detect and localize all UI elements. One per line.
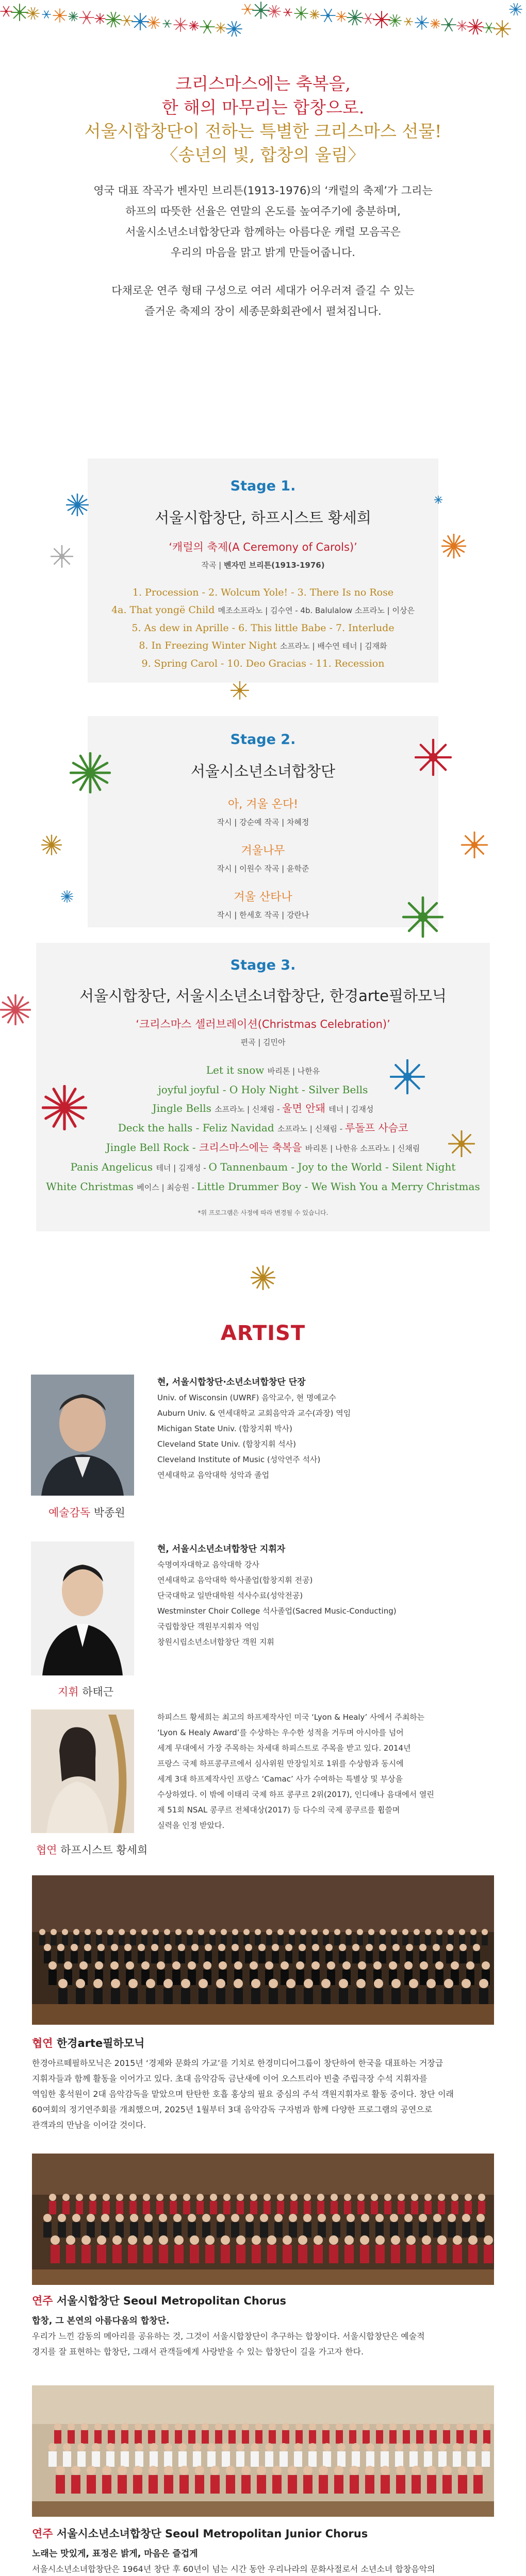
bio-line: 세계 3대 하프제작사인 프랑스 ‘Camac’ 사가 수여하는 특별상 및 부상을 bbox=[157, 1774, 403, 1784]
bio-line: 숙명여자대학교 음악대학 강사 bbox=[157, 1560, 259, 1569]
artist-bio bbox=[157, 1375, 351, 1483]
bio-line: Univ. of Wisconsin (UWRF) 음악교수, 현 명예교수 bbox=[157, 1393, 336, 1402]
bio-line: 하피스트 황세희는 최고의 하프제작사인 미국 ‘Lyon & Healy’ 사에서 주최하는 bbox=[157, 1713, 425, 1722]
intro-block bbox=[0, 72, 526, 167]
intro-line-1: 크리스마스에는 축복을, bbox=[175, 74, 351, 94]
intro-line-4: 〈송년의 빛, 합창의 울림〉 bbox=[161, 145, 365, 165]
bio-line: Michigan State Univ. (합창지휘 박사) bbox=[157, 1424, 292, 1433]
stage-1-credit: 작곡 | 벤자민 브리튼(1913-1976) bbox=[201, 561, 325, 570]
stage-2-song-credit: 작시 | 한세호 작곡 | 강란나 bbox=[217, 910, 309, 920]
ensemble-photo bbox=[32, 2154, 494, 2285]
snowflake-icon bbox=[61, 890, 73, 903]
bio-title: 현, 서울시소년소녀합창단 지휘자 bbox=[157, 1544, 286, 1554]
ensemble-bio bbox=[32, 2546, 435, 2576]
artist-caption: 지휘 하태근 bbox=[58, 1686, 114, 1698]
snowflake-icon bbox=[66, 494, 89, 516]
ensemble-bio bbox=[32, 2313, 425, 2360]
snowflake-icon bbox=[0, 994, 31, 1025]
stage-3-label: Stage 3. bbox=[230, 957, 296, 973]
bio-line: Cleveland State Univ. (합창지휘 석사) bbox=[157, 1439, 296, 1449]
desc-line: 다채로운 연주 형태 구성으로 여러 세대가 어우러져 즐길 수 있는 bbox=[111, 284, 415, 297]
snowflake-icon bbox=[461, 832, 488, 858]
program-line: 8. In Freezing Winter Night 소프라노 | 배수연 테너 | 김재화 bbox=[139, 640, 387, 651]
snowflake-icon bbox=[41, 835, 62, 855]
ensemble-line: 우리가 느낀 감동의 메아리를 공유하는 것, 그것이 서울시합창단이 추구하는 합창이다. 서울시합창단은 예술적 bbox=[32, 2331, 425, 2341]
ensemble-line: 역임한 홍석원이 2대 음악감독을 맡았으며 탄탄한 호흡 홍상의 필요 중심의 주석 객원지휘자로 활동 중이다. 창단 이래 bbox=[32, 2089, 454, 2099]
stage-2-song-credit: 작시 | 강순예 작곡 | 차혜정 bbox=[217, 818, 309, 827]
bio-line: 세계 무대에서 가장 주목하는 차세대 하피스트로 주목을 받고 있다. 2014년 bbox=[157, 1743, 411, 1753]
bio-line: 국립합창단 객원부지휘자 역임 bbox=[157, 1622, 259, 1631]
snowflake-icon bbox=[434, 496, 442, 504]
snowflake-icon bbox=[51, 545, 73, 568]
stage-1-label: Stage 1. bbox=[230, 478, 296, 494]
snowflake-icon bbox=[390, 1059, 425, 1094]
program-line: 9. Spring Carol - 10. Deo Gracias - 11. Recession bbox=[141, 658, 385, 669]
stage-2-song-title: 아, 겨울 온다! bbox=[227, 798, 299, 811]
ensemble-photo bbox=[32, 1875, 494, 2025]
program-line: 1. Procession - 2. Wolcum Yole! - 3. There Is no Rose bbox=[132, 587, 394, 598]
ensemble-photo bbox=[32, 2385, 494, 2517]
program-line: 4a. That yongë Child 메조소프라노 | 김수연 - 4b. Balulalow 소프라노 | 이상은 bbox=[111, 604, 415, 616]
ensemble-subtitle: 노래는 맛있게, 표정은 밝게, 마음은 즐겁게 bbox=[32, 2549, 198, 2559]
snowflake-icon bbox=[70, 752, 111, 793]
program-line: White Christmas 베이스 | 최승원 - Little Drummer Boy - We Wish You a Merry Christmas bbox=[46, 1180, 480, 1193]
bio-line: 연세대학교 음악대학 성악과 졸업 bbox=[157, 1470, 270, 1480]
stage-3-work-title: ‘크리스마스 셀러브레이션(Christmas Celebration)’ bbox=[136, 1018, 390, 1030]
ensemble-bio bbox=[32, 2056, 454, 2133]
stage-1-card bbox=[88, 459, 438, 683]
desc-line: 즐거운 축제의 장이 세종문화회관에서 펼쳐집니다. bbox=[144, 305, 382, 317]
ensemble-line: 60여회의 정기연주회를 개최했으며, 2025년 1월부터 3대 음악감독 구자범과 함께 다양한 프로그램의 공연으로 bbox=[32, 2105, 433, 2114]
program-line: Jingle Bells 소프라노 | 신채림 - 울면 안돼 테너 | 김재성 bbox=[152, 1102, 374, 1114]
ensemble-line: 경지를 잘 표현하는 합창단, 그래서 관객들에게 사랑받을 수 있는 합창단이 길을 가고자 한다. bbox=[32, 2347, 364, 2357]
stage-2-title: 서울시소년소녀합창단 bbox=[190, 762, 336, 780]
artist-photo bbox=[31, 1541, 134, 1675]
bio-line: 프랑스 국제 하프콩쿠르에서 심사위원 만장일치로 1위를 수상함과 동시에 bbox=[157, 1759, 404, 1768]
program-line: Panis Angelicus 테너 | 김재성 - O Tannenbaum - Joy to the World - Silent Night bbox=[70, 1161, 456, 1173]
bio-line: 수상하였다. 이 밖에 이태리 국제 하프 콩쿠르 2위(2017), 인디애나 음대에서 열린 bbox=[157, 1790, 434, 1799]
desc-line: 하프의 따뜻한 선율은 연말의 온도를 높여주기에 충분하며, bbox=[125, 205, 401, 217]
program-line: Let it snow 바리톤 | 나한유 bbox=[206, 1064, 320, 1076]
stage-2-song-title: 겨울 산타나 bbox=[234, 891, 292, 904]
stage-1-title: 서울시합창단, 하프시스트 황세희 bbox=[155, 509, 371, 527]
ensemble-title: 연주 서울시합창단 Seoul Metropolitan Chorus bbox=[32, 2295, 287, 2307]
intro-line-2: 한 해의 마무리는 합창으로. bbox=[161, 97, 365, 117]
program-line: joyful joyful - O Holy Night - Silver Bells bbox=[158, 1083, 368, 1096]
stage-3-title: 서울시합창단, 서울시소년소녀합창단, 한경arte필하모닉 bbox=[79, 987, 447, 1005]
bio-line: Auburn Univ. & 연세대학교 교회음악과 교수(과장) 역임 bbox=[157, 1409, 351, 1418]
stage-1-program bbox=[88, 584, 438, 672]
ensemble-title: 협연 한경arte필하모닉 bbox=[32, 2037, 145, 2049]
bio-line: 단국대학교 일반대학원 석사수료(성악전공) bbox=[157, 1591, 303, 1600]
program-note: *위 프로그램은 사정에 따라 변경될 수 있습니다. bbox=[198, 1209, 328, 1216]
artist-heading: ARTIST bbox=[220, 1321, 306, 1345]
program-line: Deck the halls - Feliz Navidad 소프라노 | 신채림 - 루돌프 사슴코 bbox=[118, 1122, 408, 1134]
stage-1-work-title: ‘캐럴의 축제(A Ceremony of Carols)’ bbox=[169, 541, 357, 553]
description-block bbox=[0, 180, 526, 321]
ornament-garland bbox=[0, 0, 526, 39]
bio-title: 현, 서울시합창단·소년소녀합창단 단장 bbox=[157, 1377, 306, 1387]
stage-2-label: Stage 2. bbox=[230, 732, 296, 748]
stage-2-card bbox=[88, 716, 438, 927]
snowflake-icon bbox=[251, 1265, 275, 1290]
ensemble-title: 연주 서울시소년소녀합창단 Seoul Metropolitan Junior Chorus bbox=[32, 2528, 368, 2540]
bio-line: ‘Lyon & Healy Award’를 수상하는 우수한 성적을 거두며 아시아를 넘어 bbox=[157, 1728, 404, 1737]
program-line: Jingle Bell Rock - 크리스마스에는 축복을 바리톤 | 나한유 소프라노 | 신채림 bbox=[106, 1141, 420, 1154]
stage-2-song-credit: 작시 | 이원수 작곡 | 윤학준 bbox=[217, 864, 309, 873]
bio-line: Cleveland Institute of Music (성악연주 석사) bbox=[157, 1455, 321, 1464]
artist-photo bbox=[31, 1375, 134, 1496]
snowflake-icon bbox=[231, 681, 249, 700]
ensemble-line: 한경아르떼필하모닉은 2015년 ‘경제와 문화의 가교’를 기치로 한경미디어그룹이 창단하여 한국을 대표하는 거장급 bbox=[32, 2058, 443, 2068]
artist-bio bbox=[157, 1709, 434, 1833]
stage-3-credit: 편곡 | 김민아 bbox=[240, 1038, 286, 1047]
snowflake-icon bbox=[402, 896, 443, 938]
bio-line: 실력을 인정 받았다. bbox=[157, 1821, 225, 1830]
bio-line: Westminster Choir College 석사졸업(Sacred Music-Conducting) bbox=[157, 1606, 397, 1616]
snowflake-icon bbox=[415, 739, 452, 776]
bio-line: 연세대학교 음악대학 학사졸업(합창지휘 전공) bbox=[157, 1575, 313, 1585]
artist-photo bbox=[31, 1709, 134, 1833]
snowflake-icon bbox=[441, 534, 466, 558]
stage-2-song-title: 겨울나무 bbox=[241, 844, 285, 857]
desc-line: 우리의 마음을 맑고 밝게 만들어줍니다. bbox=[171, 246, 355, 259]
bio-line: 제 51회 NSAL 콩쿠르 전체대상(2017) 등 다수의 국제 콩쿠르를 휩쓸며 bbox=[157, 1805, 400, 1815]
ensemble-subtitle: 합창, 그 본연의 아름다움의 합창단. bbox=[32, 2316, 170, 2326]
ensemble-line: 서울시소년소녀합창단은 1964년 창단 후 60년이 넘는 시간 동안 우리나라의 문화사절로서 소년소녀 합창음악의 bbox=[32, 2564, 435, 2574]
program-line: 5. As dew in Aprille - 6. This little Babe - 7. Interlude bbox=[132, 622, 395, 634]
snowflake-icon bbox=[42, 1085, 87, 1130]
intro-line-3: 서울시합창단이 전하는 특별한 크리스마스 선물! bbox=[84, 121, 442, 141]
ensemble-line: 지휘자들과 함께 활동을 이어가고 있다. 초대 음악감독 금난새에 이어 오스트리아 빈출 주립극장 수석 지휘자를 bbox=[32, 2074, 428, 2083]
ensemble-line: 관객과의 만남을 이어갈 것이다. bbox=[32, 2120, 146, 2130]
artist-caption: 예술감독 박종원 bbox=[48, 1506, 125, 1519]
desc-line: 영국 대표 작곡가 벤자민 브리튼(1913-1976)의 ‘캐럴의 축제’가 그리는 bbox=[93, 184, 433, 197]
snowflake-icon bbox=[448, 1130, 475, 1157]
bio-line: 창원시립소년소녀합창단 객원 지휘 bbox=[157, 1637, 274, 1647]
artist-bio bbox=[157, 1541, 397, 1650]
artist-caption: 협연 하프시스트 황세희 bbox=[36, 1844, 148, 1856]
desc-line: 서울시소년소녀합창단과 함께하는 아름다운 캐럴 모음곡은 bbox=[125, 226, 401, 238]
